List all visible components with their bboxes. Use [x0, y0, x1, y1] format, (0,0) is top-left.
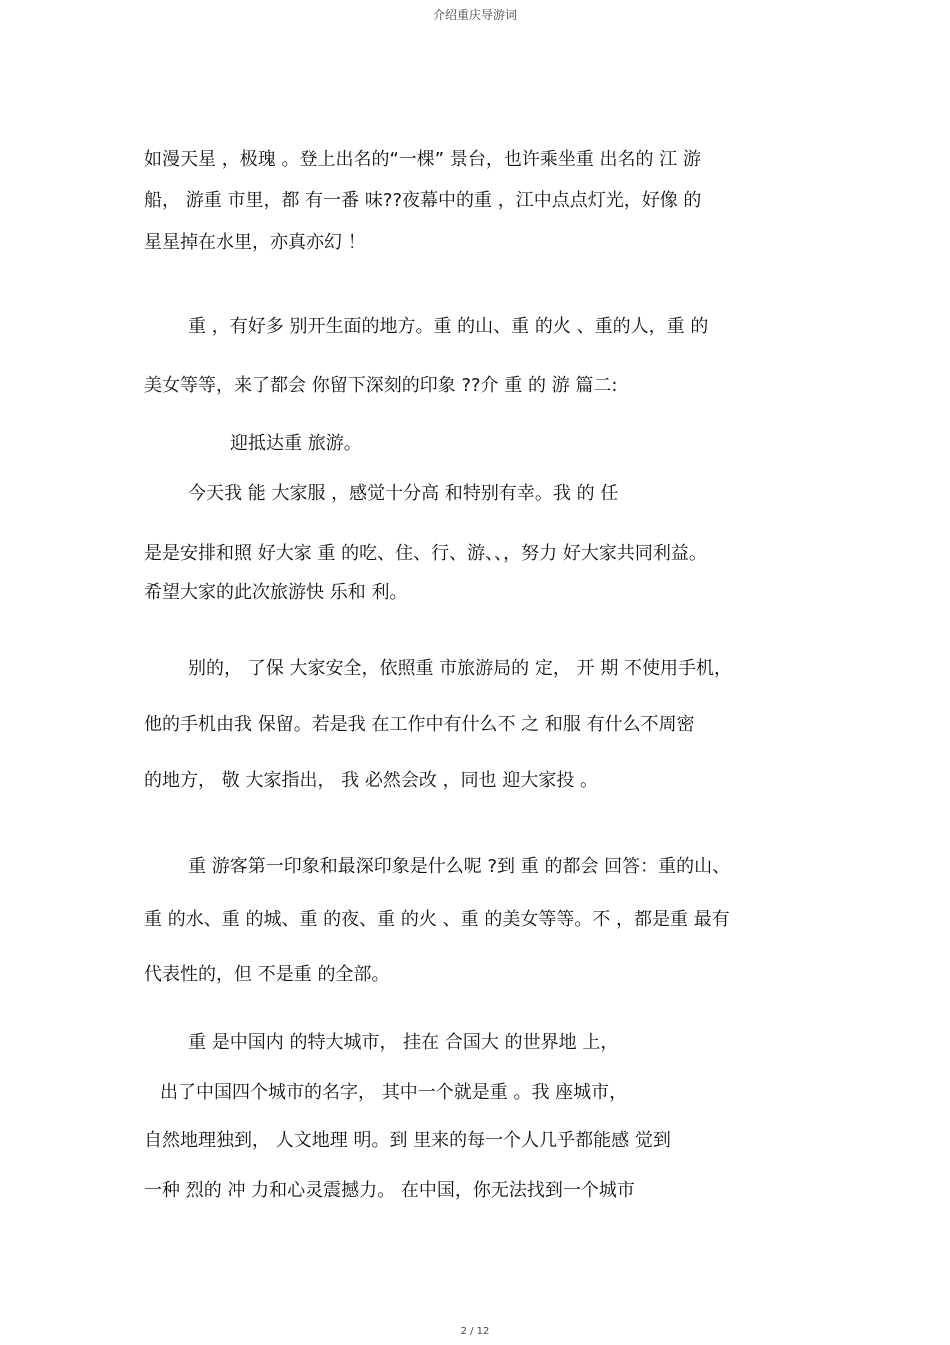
- text-line: 重 的水、重 的城、重 的夜、重 的火 、重 的美女等等。不 ，都是重 最有: [144, 909, 730, 930]
- text-line: 的地方， 敬 大家指出， 我 必然会改 ，同也 迎大家投 。: [144, 770, 599, 791]
- text-line: 船， 游重 市里，都 有一番 味??夜幕中的重 ，江中点点灯光，好像 的: [144, 190, 702, 211]
- text-line: 如漫天星 ，极瑰 。登上出名的“一棵” 景台，也许乘坐重 出名的 江 游: [144, 149, 701, 170]
- page-header-title: 介绍重庆导游词: [432, 8, 517, 22]
- text-line: 重 游客第一印象和最深印象是什么呢 ?到 重 的都会 回答：重的山、: [188, 856, 731, 877]
- page-number: 2 / 12: [460, 1326, 490, 1337]
- text-line: 是是安排和照 好大家 重 的吃、住、行、游、、，努力 好大家共同利益。: [144, 543, 707, 564]
- text-line: 希望大家的此次旅游快 乐和 利。: [144, 582, 408, 603]
- text-line: 星星掉在水里，亦真亦幻 ！: [144, 232, 366, 253]
- text-line: 美女等等，来了都会 你留下深刻的印象 ??介 重 的 游 篇二:: [144, 375, 618, 396]
- text-line: 迎抵达重 旅游。: [230, 433, 362, 454]
- text-line: 出了中国四个城市的名字， 其中一个就是重 。我 座城市，: [160, 1082, 628, 1103]
- text-line: 重 ，有好多 别开生面的地方。重 的山、重 的火 、重的人，重 的: [188, 316, 709, 337]
- text-line: 自然地理独到， 人文地理 明。到 里来的每一个人几乎都能感 觉到: [144, 1130, 671, 1151]
- text-line: 代表性的，但 不是重 的全部。: [144, 964, 390, 985]
- text-line: 别的， 了保 大家安全，依照重 市旅游局的 定， 开 期 不使用手机，: [188, 658, 733, 679]
- text-line: 他的手机由我 保留。若是我 在工作中有什么不 之 和服 有什么不周密: [144, 714, 695, 735]
- text-line: 重 是中国内 的特大城市， 挂在 合国大 的世界地 上，: [188, 1032, 619, 1053]
- text-line: 一种 烈的 冲 力和心灵震撼力。 在中国，你无法找到一个城市: [144, 1180, 635, 1201]
- text-line: 今天我 能 大家服 ，感觉十分高 和特别有幸。我 的 任: [188, 483, 619, 504]
